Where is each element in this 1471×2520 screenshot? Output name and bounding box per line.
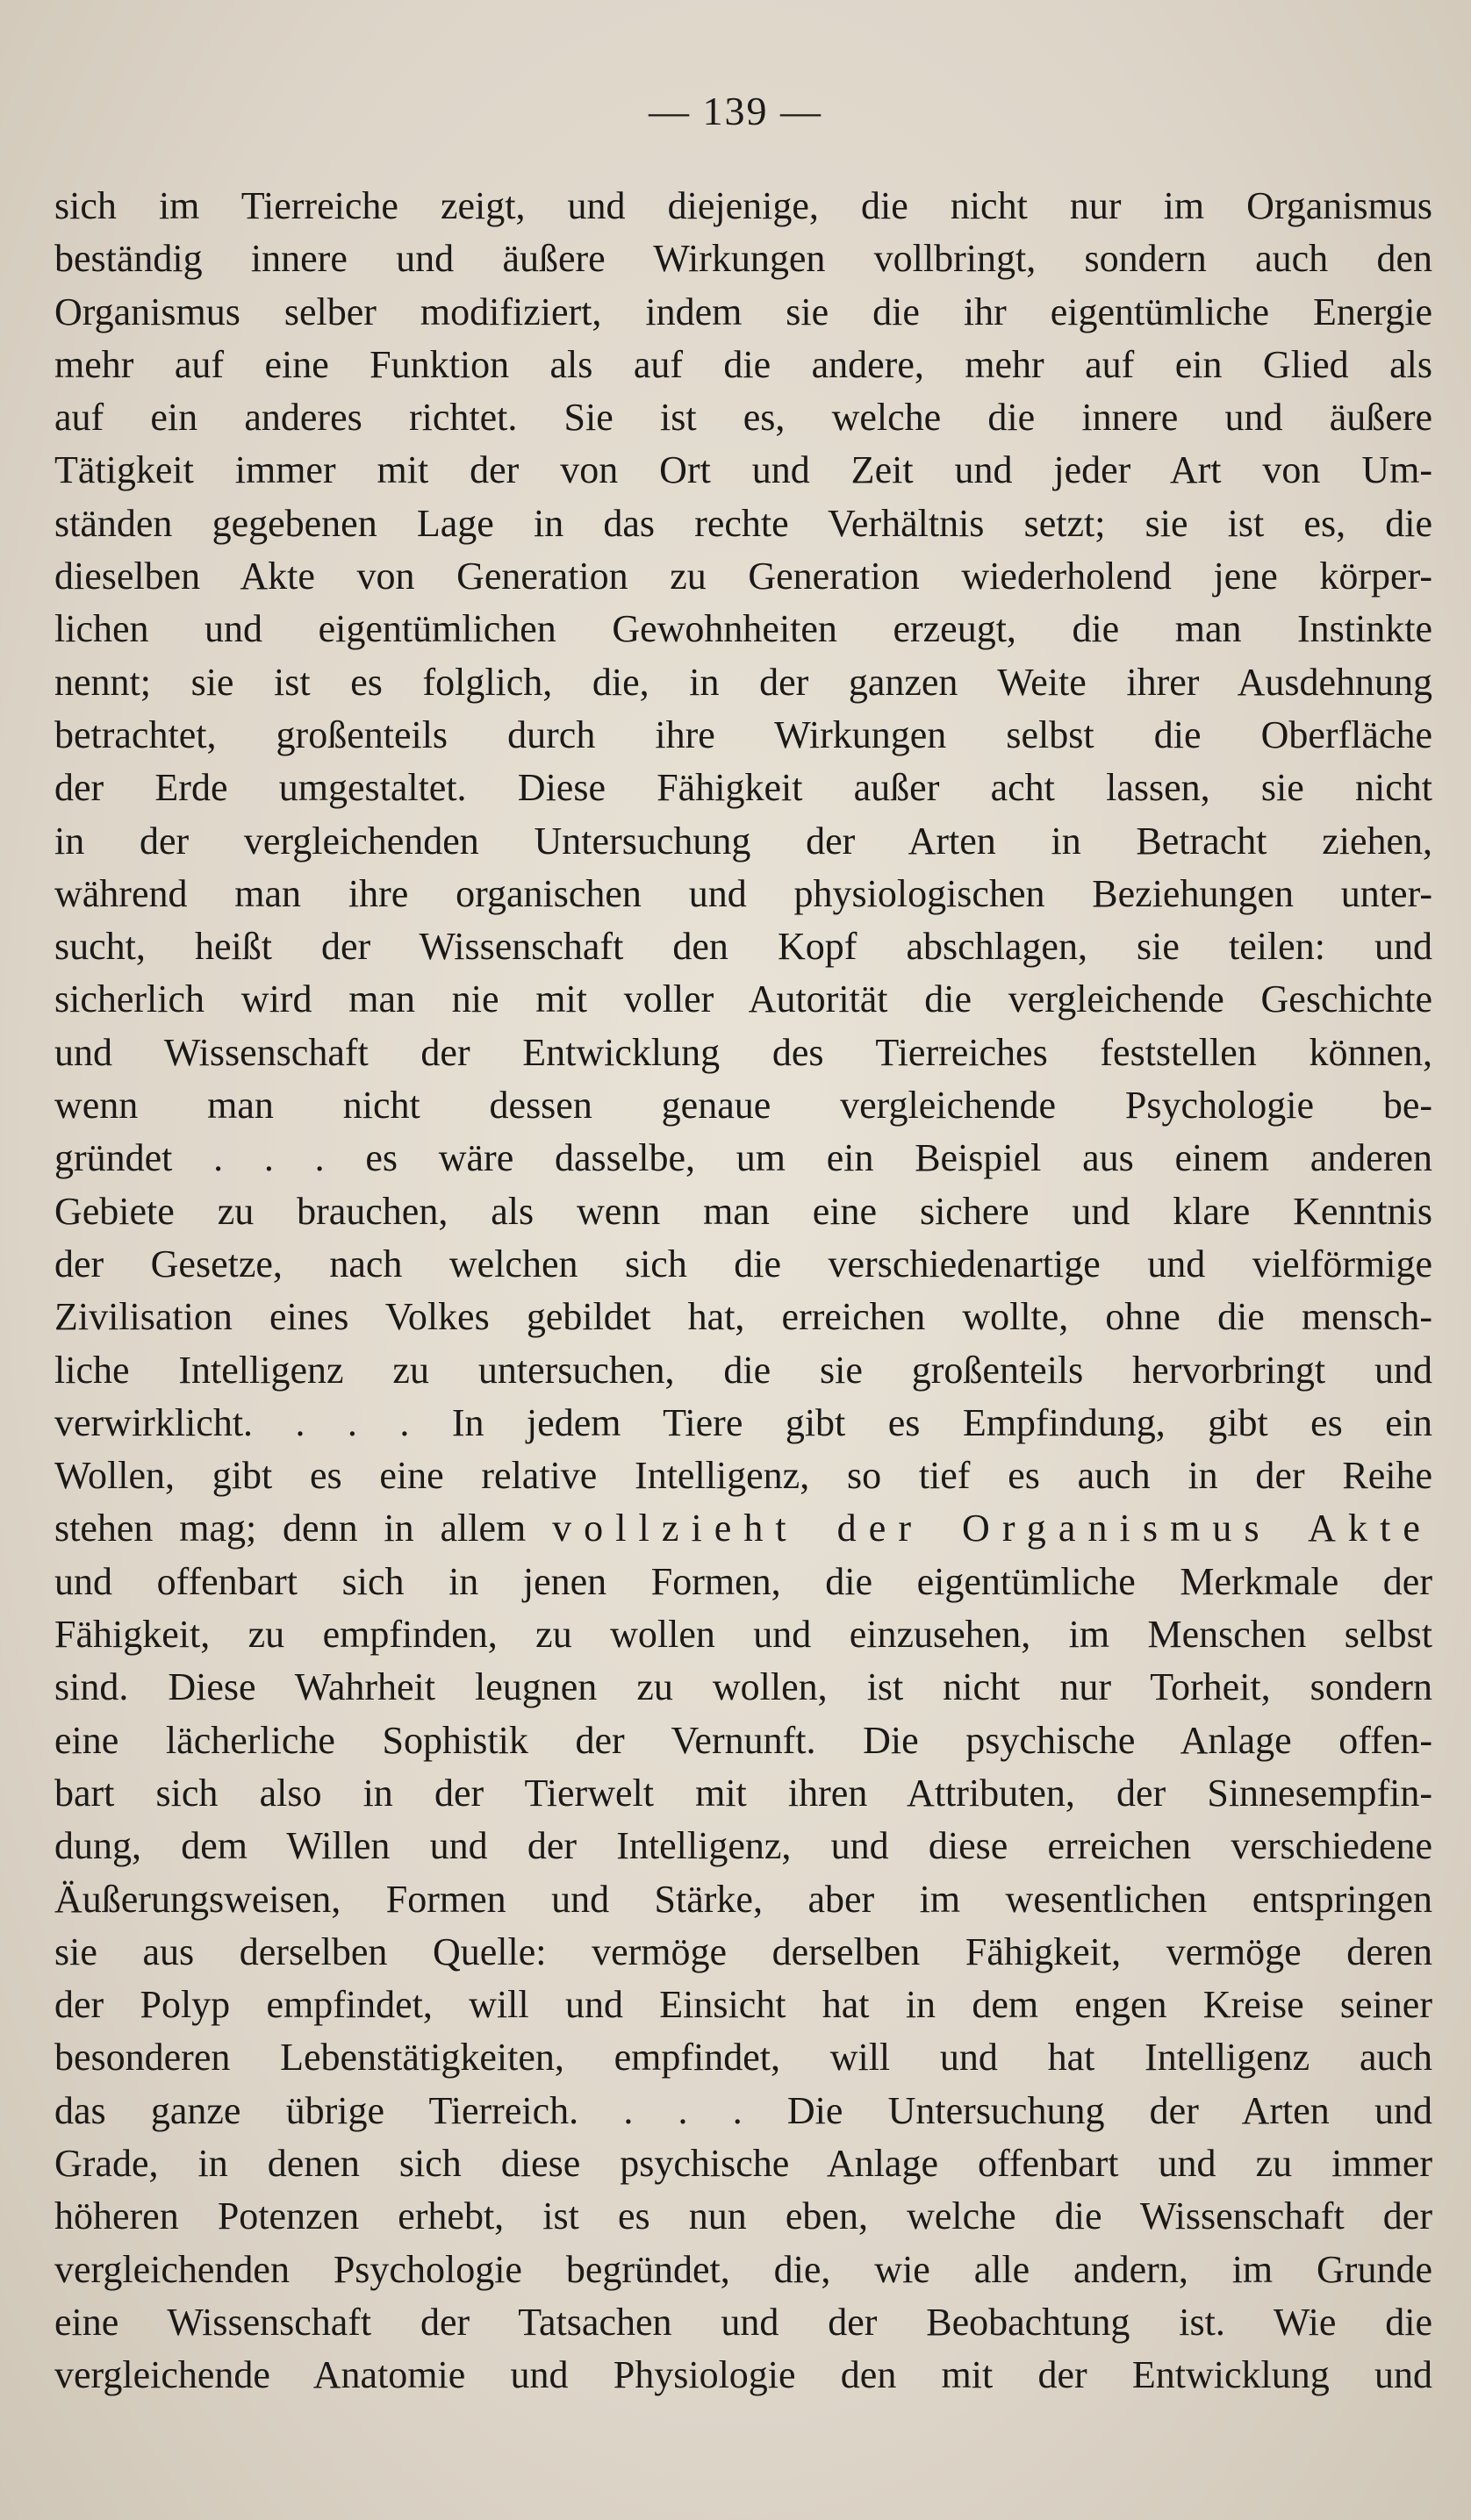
text-line: betrachtet, großenteils durch ihre Wirkungen selbst die Oberfläche: [54, 712, 1432, 756]
text-line: besonderen Lebenstätigkeiten, empfindet, will und hat Intelligenz auch: [54, 2036, 1432, 2080]
text-line: gründet . . . es wäre dasselbe, um ein Beispiel aus einem anderen: [54, 1136, 1432, 1180]
text-line: sicherlich wird man nie mit voller Autorität die vergleichende Geschichte: [54, 977, 1432, 1021]
text-line: auf ein anderes richtet. Sie ist es, welche die innere und äußere: [54, 396, 1432, 440]
text-line: eine Wissenschaft der Tatsachen und der Beobachtung ist. Wie die: [54, 2300, 1432, 2344]
text-line: Zivilisation eines Volkes gebildet hat, erreichen wollte, ohne die mensch-: [54, 1295, 1432, 1339]
text-line-spaced: [54, 1502, 1432, 1555]
text-line: lichen und eigentümlichen Gewohnheiten erzeugt, die man Instinkte: [54, 607, 1432, 651]
text-line: mehr auf eine Funktion als auf die andere, mehr auf ein Glied als: [54, 342, 1432, 386]
spaced-emphasis: vollzieht der Organismus Akte: [552, 1507, 1432, 1550]
page-number: — 139 —: [649, 89, 822, 133]
text-line: Organismus selber modifiziert, indem sie die ihr eigentümliche Energie: [54, 290, 1432, 333]
text-line: bart sich also in der Tierwelt mit ihren Attributen, der Sinnesempfin-: [54, 1771, 1432, 1815]
text-line: wenn man nicht dessen genaue vergleichende Psychologie be-: [54, 1084, 1432, 1128]
text-line: sich im Tierreiche zeigt, und diejenige, die nicht nur im Organismus: [54, 184, 1432, 227]
text-line: eine lächerliche Sophistik der Vernunft. Die psychische Anlage offen-: [54, 1718, 1432, 1762]
text-line: Fähigkeit, zu empfinden, zu wollen und einzusehen, im Menschen selbst: [54, 1613, 1432, 1657]
text-line: verwirklicht. . . . In jedem Tiere gibt es Empfindung, gibt es ein: [54, 1400, 1432, 1444]
text-line: und Wissenschaft der Entwicklung des Tierreiches feststellen können,: [54, 1030, 1432, 1074]
text-line: beständig innere und äußere Wirkungen vollbringt, sondern auch den: [54, 237, 1432, 281]
text-line: vergleichende Anatomie und Physiologie den mit der Entwicklung und: [54, 2353, 1432, 2397]
text-line: und offenbart sich in jenen Formen, die eigentümliche Merkmale der: [54, 1559, 1432, 1603]
text-line: Gebiete zu brauchen, als wenn man eine sichere und klare Kenntnis: [54, 1189, 1432, 1233]
text-line: in der vergleichenden Untersuchung der Arten in Betracht ziehen,: [54, 819, 1432, 863]
text-line: das ganze übrige Tierreich. . . . Die Untersuchung der Arten und: [54, 2088, 1432, 2132]
body-text: [54, 180, 1432, 2402]
text-line: sind. Diese Wahrheit leugnen zu wollen, ist nicht nur Torheit, sondern: [54, 1665, 1432, 1709]
text-line: sie aus derselben Quelle: vermöge derselben Fähigkeit, vermöge deren: [54, 1929, 1432, 1973]
text-line: während man ihre organischen und physiologischen Beziehungen unter-: [54, 871, 1432, 915]
text-line: nennt; sie ist es folglich, die, in der ganzen Weite ihrer Ausdehnung: [54, 660, 1432, 704]
text-line: der Gesetze, nach welchen sich die verschiedenartige und vielförmige: [54, 1242, 1432, 1285]
text-line: vergleichenden Psychologie begründet, die, wie alle andern, im Grunde: [54, 2247, 1432, 2291]
text-line: Tätigkeit immer mit der von Ort und Zeit und jeder Art von Um-: [54, 448, 1432, 492]
text-line: Wollen, gibt es eine relative Intelligenz, so tief es auch in der Reihe: [54, 1454, 1432, 1498]
text-line: der Erde umgestaltet. Diese Fähigkeit außer acht lassen, sie nicht: [54, 766, 1432, 810]
text-line: der Polyp empfindet, will und Einsicht hat in dem engen Kreise seiner: [54, 1983, 1432, 2027]
text-line: dieselben Akte von Generation zu Generation wiederholend jene körper-: [54, 555, 1432, 598]
text-line: höheren Potenzen erhebt, ist es nun eben, welche die Wissenschaft der: [54, 2194, 1432, 2238]
text-line: liche Intelligenz zu untersuchen, die sie großenteils hervorbringt und: [54, 1348, 1432, 1392]
text-line: sucht, heißt der Wissenschaft den Kopf abschlagen, sie teilen: und: [54, 925, 1432, 969]
text-line: ständen gegebenen Lage in das rechte Verhältnis setzt; sie ist es, die: [54, 501, 1432, 545]
text-line: dung, dem Willen und der Intelligenz, und diese erreichen verschiedene: [54, 1824, 1432, 1868]
text-line: Grade, in denen sich diese psychische Anlage offenbart und zu immer: [54, 2141, 1432, 2185]
text-line: Äußerungsweisen, Formen und Stärke, aber im wesentlichen entspringen: [54, 1877, 1432, 1921]
text-line-start: stehen mag; denn in allem: [54, 1507, 553, 1550]
